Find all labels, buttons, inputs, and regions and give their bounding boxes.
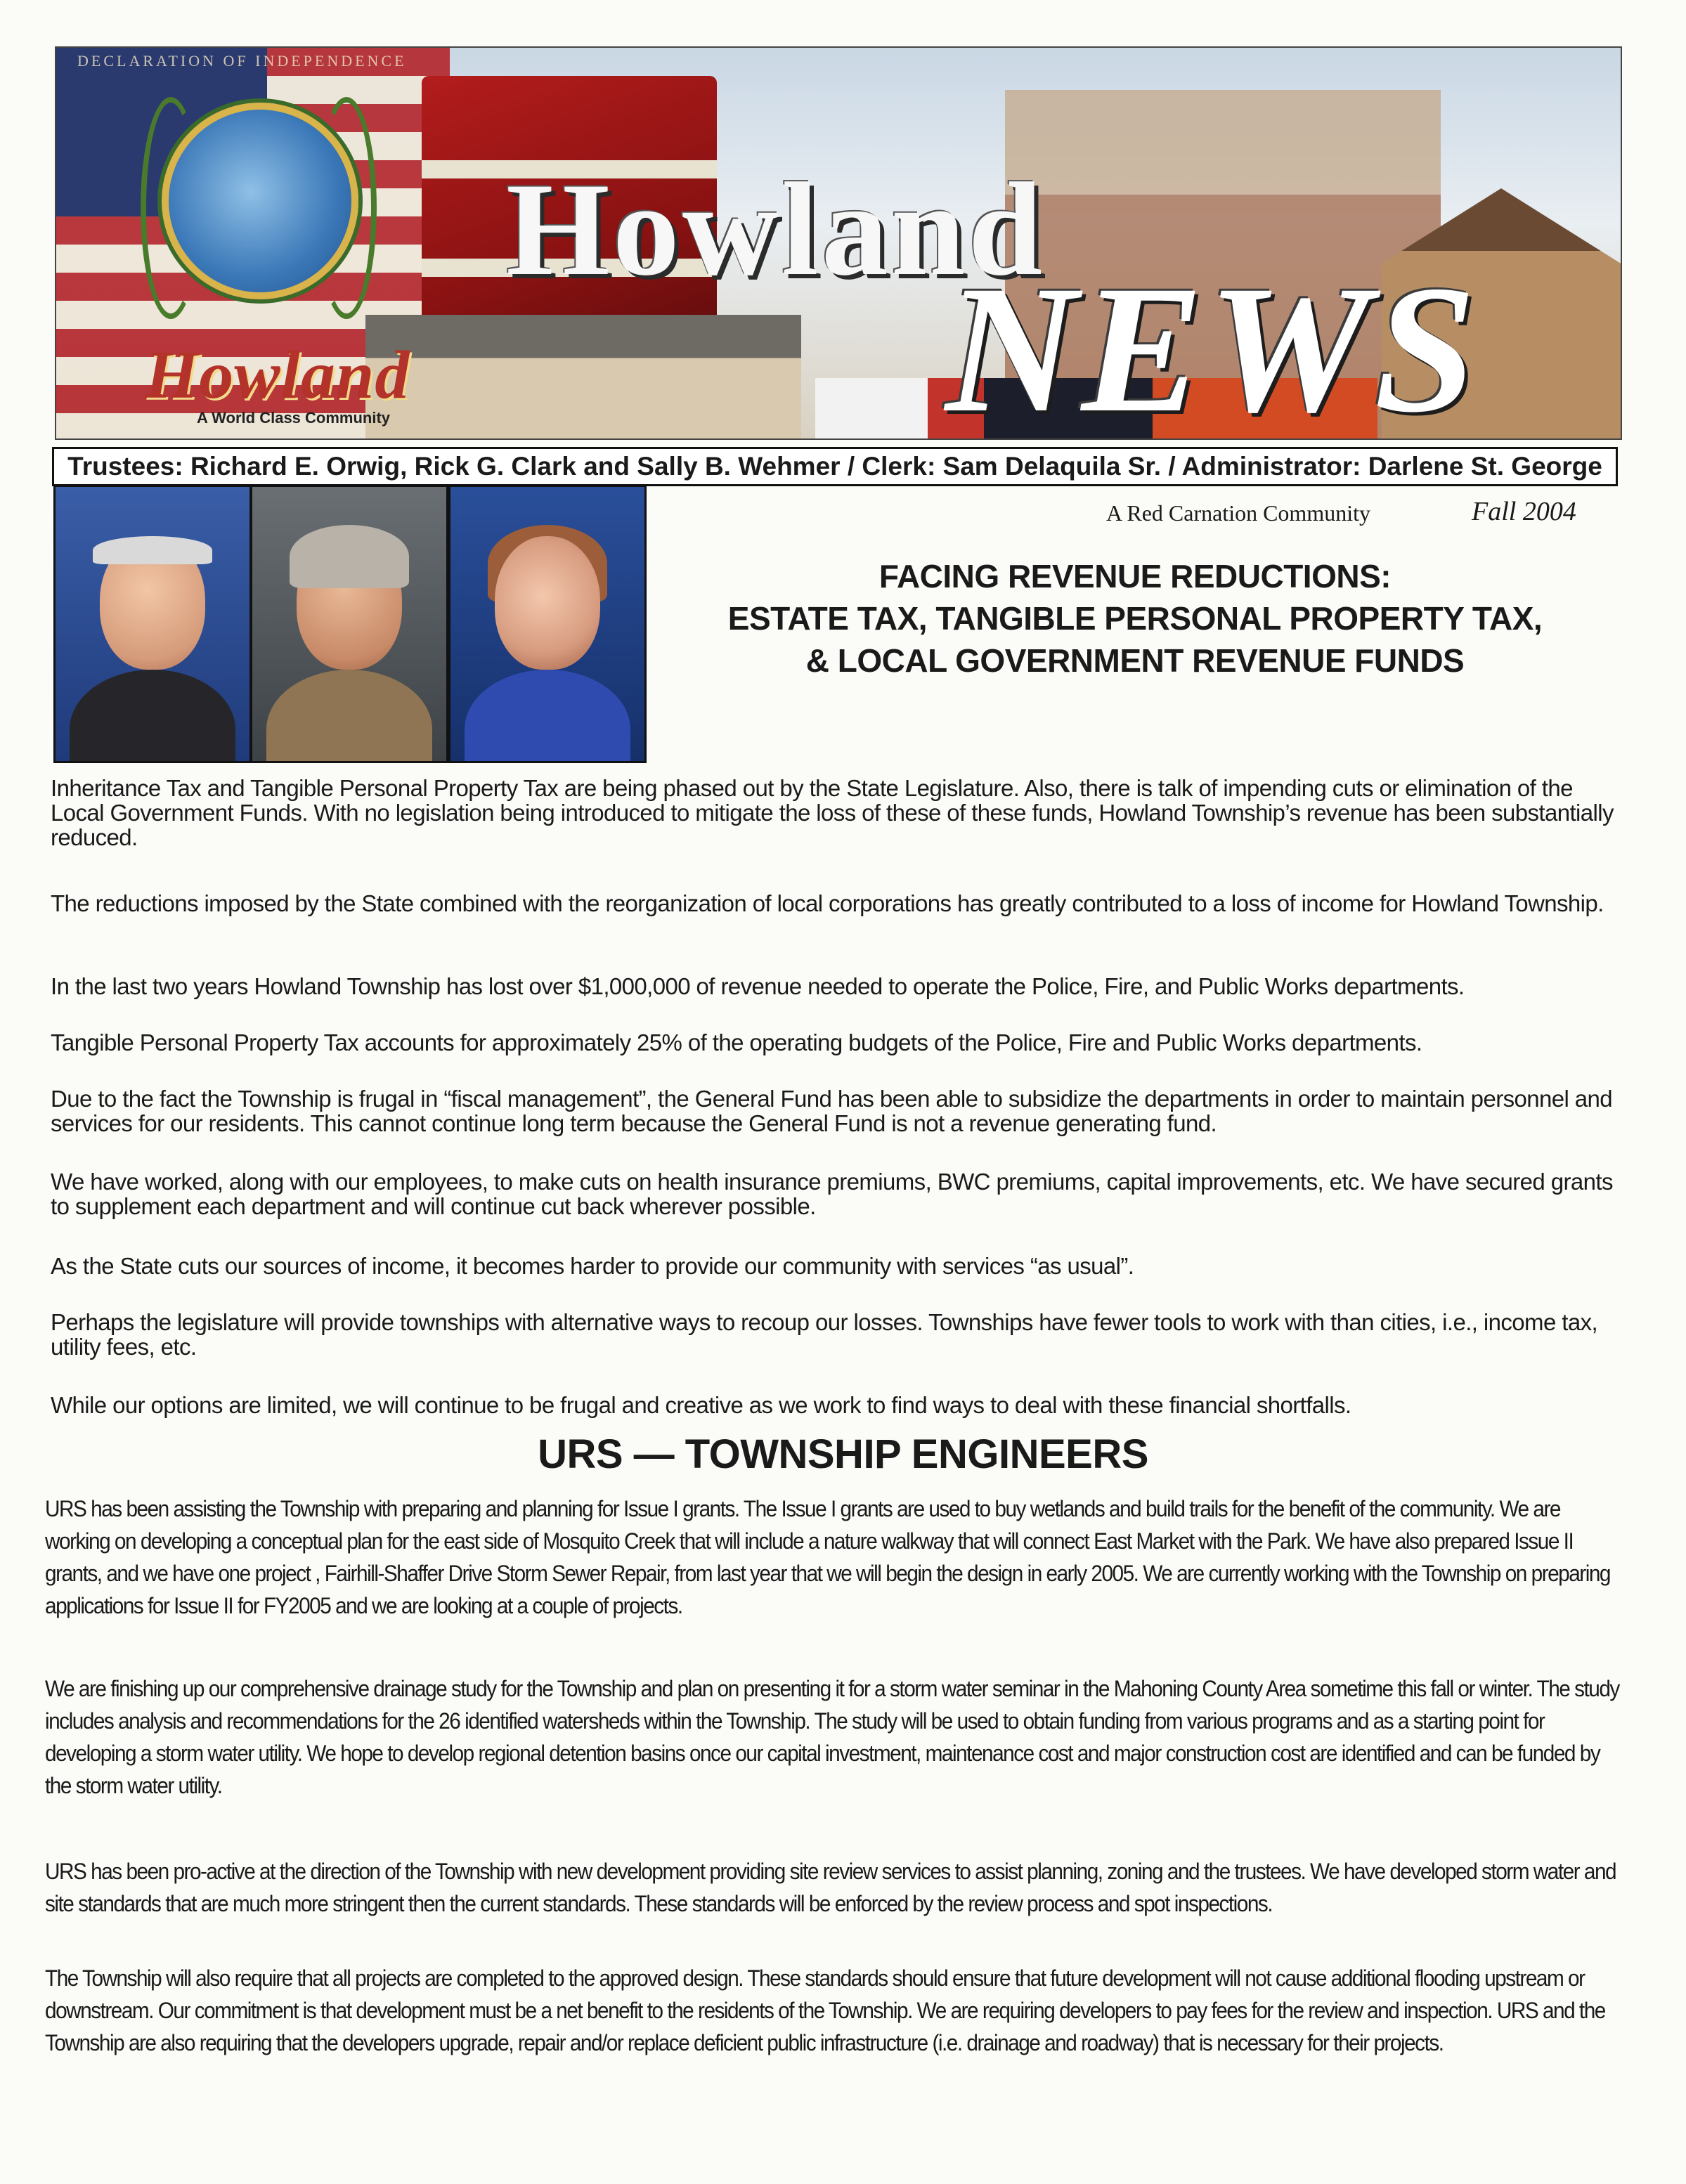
trustee-photo-3 [448,485,647,763]
article1-paragraph: In the last two years Howland Township has lost over $1,000,000 of revenue needed to operate the Police, Fire, and Public Works departments. [51,973,1465,999]
officials-line: Trustees: Richard E. Orwig, Rick G. Clark and Sally B. Wehmer / Clerk: Sam Delaquila Sr. / Administrator: Darlene St. George [52,447,1618,486]
masthead-title-howland: Howland [506,156,1046,304]
headline-line-3: & LOCAL GOVERNMENT REVENUE FUNDS [805,642,1465,679]
article1-paragraph: As the State cuts our sources of income, it becomes harder to provide our community with services “as usual”. [51,1253,1134,1279]
article1-paragraph: Due to the fact the Township is frugal in “fiscal management”, the General Fund has been able to subsidize the departments in order to maintain personnel and services for our residents. This cannot continue long term because the General Fund is not a revenue generating fund. [51,1086,1613,1136]
article2-paragraph: The Township will also require that all projects are completed to the approved design. These standards should ensure that future development will not cause additional flooding upstream or downstream. Our commitment is that development must be a net benefit to the residents of the Township. We are requiring developers to pay fees for the review and inspection. URS and the Township are also requiring that the developers upgrade, repair and/or replace deficient public infrastructure (i.e. drainage and roadway) that is necessary for their projects. [45,1965,1605,2055]
globe-seal-icon [162,103,358,299]
headline-line-1: FACING REVENUE REDUCTIONS: [878,558,1392,594]
article1-paragraph: The reductions imposed by the State combined with the reorganization of local corporations has greatly contributed to a loss of income for Howland Township. [51,890,1604,916]
trustee-photo-2 [250,485,448,763]
article2-paragraph: URS has been assisting the Township with preparing and planning for Issue I grants. The Issue I grants are used to buy wetlands and build trails for the benefit of the community. We are working on developing a conceptual plan for the east side of Mosquito Creek that will include a nature walkway that will connect East Market with the Park. We have also prepared Issue II grants, and we have one project , Fairhill-Shaffer Drive Storm Sewer Repair, from last year that we will begin the design in early 2005. We are currently working with the Township on preparing applications for Issue II for FY2005 and we are looking at a couple of projects. [45,1496,1610,1618]
article2-paragraph: We are finishing up our comprehensive drainage study for the Township and plan on presenting it for a storm water seminar in the Mahoning County Area sometime this fall or winter. The study includes analysis and recommendations for the 26 identified watersheds within the Township. The study will be used to obtain funding from various programs and as a starting point for developing a storm water utility. We hope to develop regional detention basins once our capital investment, maintenance cost and major construction cost are identified and can be funded by the storm water utility. [45,1676,1619,1798]
issue-season: Fall 2004 [1472,497,1576,526]
article1-paragraph: While our options are limited, we will continue to be frugal and creative as we work to find ways to deal with these financial shortfalls. [51,1392,1351,1418]
article2-paragraph: URS has been pro-active at the direction of the Township with new development providing site review services to assist planning, zoning and the trustees. We have developed storm water and site standards that are much more stringent then the current standards. These standards will be enforced by the review process and spot inspections. [45,1859,1616,1916]
fire-station-photo [365,315,801,438]
masthead-title-news: NEWS [945,248,1480,440]
article1-paragraph: Perhaps the legislature will provide townships with alternative ways to recoup our losses. Townships have fewer tools to work with than cities, i.e., income tax, utility fees, etc. [51,1309,1598,1360]
urs-section-title: URS — TOWNSHIP ENGINEERS [538,1431,1148,1477]
community-tagline: A Red Carnation Community [1106,500,1370,526]
headline-line-2: ESTATE TAX, TANGIBLE PERSONAL PROPERTY TAX, [727,600,1543,637]
article1-paragraph: We have worked, along with our employees, to make cuts on health insurance premiums, BWC premiums, capital improvements, etc. We have secured grants to supplement each department and will continue cut back wherever possible. [51,1169,1613,1219]
declaration-text: DECLARATION OF INDEPENDENCE [77,52,407,70]
logo-tagline: A World Class Community [197,409,391,427]
article1-paragraph: Inheritance Tax and Tangible Personal Property Tax are being phased out by the State Legislature. Also, there is talk of impending cuts or elimination of the Local Government Funds. With no legislation being introduced to mitigate the loss of these of these funds, Howland Township’s revenue has been substantially reduced. [51,775,1614,850]
logo-wordmark: Howland [145,337,410,413]
main-headline [675,555,1595,682]
article1-paragraph: Tangible Personal Property Tax accounts for approximately 25% of the operating budgets of the Police, Fire and Public Works departments. [51,1029,1422,1055]
masthead-banner [55,46,1622,440]
trustee-photo-1 [53,485,252,763]
